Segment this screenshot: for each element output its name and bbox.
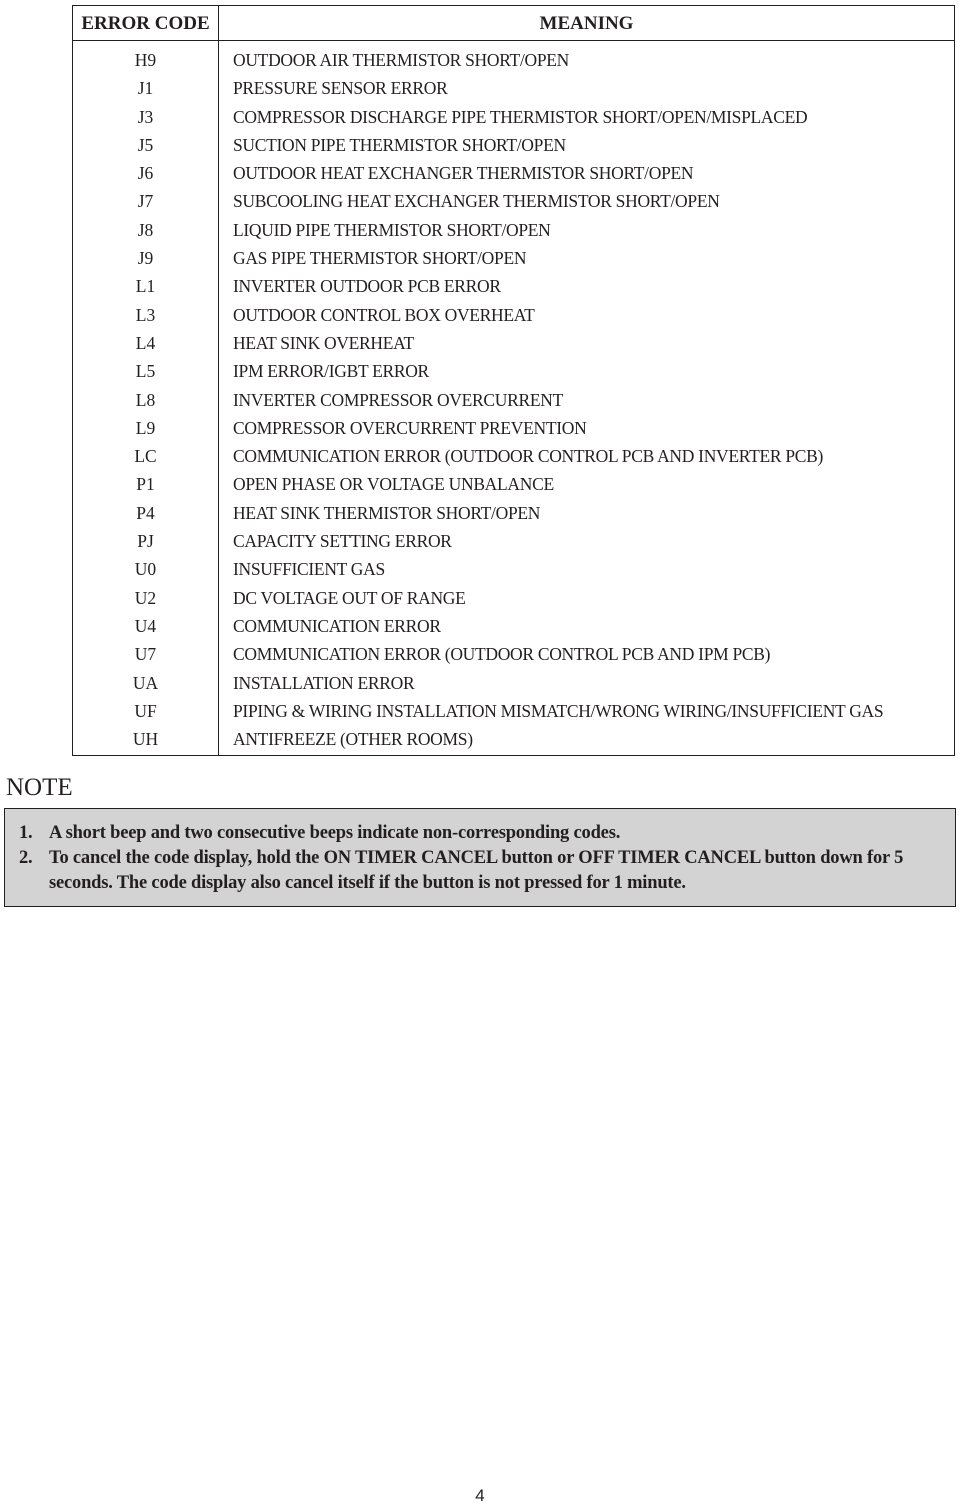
meaning-column [219, 41, 954, 755]
error-meaning-cell: HEAT SINK THERMISTOR SHORT/OPEN [233, 502, 541, 523]
error-code-cell: L4 [135, 332, 156, 353]
error-meaning-cell: COMMUNICATION ERROR (OUTDOOR CONTROL PCB AND INVERTER PCB) [233, 446, 824, 467]
error-code-cell: J5 [137, 134, 154, 155]
error-meaning-cell: INVERTER COMPRESSOR OVERCURRENT [233, 389, 563, 410]
error-meaning-cell: PIPING & WIRING INSTALLATION MISMATCH/WRONG WIRING/INSUFFICIENT GAS [233, 700, 884, 721]
error-code-cell: J6 [137, 163, 154, 184]
error-code-cell: L9 [135, 417, 156, 438]
error-code-cell: L5 [135, 361, 156, 382]
error-meaning-cell: INVERTER OUTDOOR PCB ERROR [233, 276, 501, 297]
header-error-code: ERROR CODE [73, 6, 219, 40]
note-title: NOTE [6, 774, 73, 801]
error-meaning-cell: CAPACITY SETTING ERROR [233, 531, 452, 552]
error-meaning-cell: GAS PIPE THERMISTOR SHORT/OPEN [233, 248, 527, 269]
error-code-cell: P1 [136, 474, 155, 495]
error-code-cell: UA [132, 672, 159, 693]
error-meaning-cell: PRESSURE SENSOR ERROR [233, 78, 448, 99]
note-item [19, 846, 955, 896]
error-meaning-cell: COMMUNICATION ERROR (OUTDOOR CONTROL PCB AND IPM PCB) [233, 644, 771, 665]
error-code-cell: PJ [137, 531, 154, 552]
error-meaning-cell: OUTDOOR AIR THERMISTOR SHORT/OPEN [233, 50, 570, 70]
error-code-cell: J8 [137, 219, 154, 240]
error-meaning-cell: INSTALLATION ERROR [233, 672, 415, 693]
error-code-cell: U0 [134, 559, 157, 580]
error-code-cell: U2 [134, 587, 157, 608]
note-item-text: A short beep and two consecutive beeps indicate non-corresponding codes. [49, 823, 621, 843]
error-meaning-cell: DC VOLTAGE OUT OF RANGE [233, 587, 466, 608]
error-meaning-cell: ANTIFREEZE (OTHER ROOMS) [233, 729, 473, 750]
error-code-cell: J1 [137, 78, 154, 99]
error-code-cell: J9 [137, 248, 154, 269]
note-item-text: To cancel the code display, hold the ON TIMER CANCEL button or OFF TIMER CANCEL button down for 5 seconds. The code display also cancel itself if the button is not pressed for 1 minute. [49, 848, 904, 893]
error-meaning-cell: COMMUNICATION ERROR [233, 615, 441, 636]
error-code-cell: H9 [134, 50, 157, 70]
note-item-number: 1. [19, 823, 33, 843]
note-box [4, 808, 956, 907]
table-body [73, 41, 954, 755]
error-meaning-cell: OPEN PHASE OR VOLTAGE UNBALANCE [233, 474, 554, 495]
table-header [73, 6, 954, 41]
error-code-cell: U7 [134, 644, 157, 665]
error-meaning-cell: IPM ERROR/IGBT ERROR [233, 361, 429, 382]
error-code-cell: J3 [137, 106, 154, 127]
error-code-cell: J7 [137, 191, 154, 212]
error-meaning-cell: LIQUID PIPE THERMISTOR SHORT/OPEN [233, 219, 551, 240]
error-meaning-cell: COMPRESSOR DISCHARGE PIPE THERMISTOR SHORT/OPEN/MISPLACED [233, 106, 808, 127]
error-meaning-cell: HEAT SINK OVERHEAT [233, 332, 414, 353]
note-item [19, 821, 955, 846]
note-item-number: 2. [19, 848, 33, 868]
error-meaning-cell: OUTDOOR HEAT EXCHANGER THERMISTOR SHORT/OPEN [233, 163, 694, 184]
error-code-cell: U4 [134, 615, 157, 636]
error-meaning-cell: OUTDOOR CONTROL BOX OVERHEAT [233, 304, 535, 325]
error-code-cell: L1 [135, 276, 156, 297]
error-code-cell: L3 [135, 304, 156, 325]
header-meaning: MEANING [539, 13, 634, 34]
error-code-cell: P4 [136, 502, 155, 523]
error-code-cell: UH [132, 729, 159, 750]
error-code-cell: LC [134, 446, 157, 467]
error-meaning-cell: SUBCOOLING HEAT EXCHANGER THERMISTOR SHORT/OPEN [233, 191, 720, 212]
error-meaning-cell: COMPRESSOR OVERCURRENT PREVENTION [233, 417, 587, 438]
error-meaning-cell: SUCTION PIPE THERMISTOR SHORT/OPEN [233, 134, 566, 155]
error-code-cell: L8 [135, 389, 156, 410]
error-meaning-cell: INSUFFICIENT GAS [233, 559, 385, 580]
code-column [73, 41, 219, 755]
error-code-cell: UF [134, 700, 157, 721]
error-code-table [72, 5, 955, 756]
page-number: 4 [475, 1486, 485, 1505]
